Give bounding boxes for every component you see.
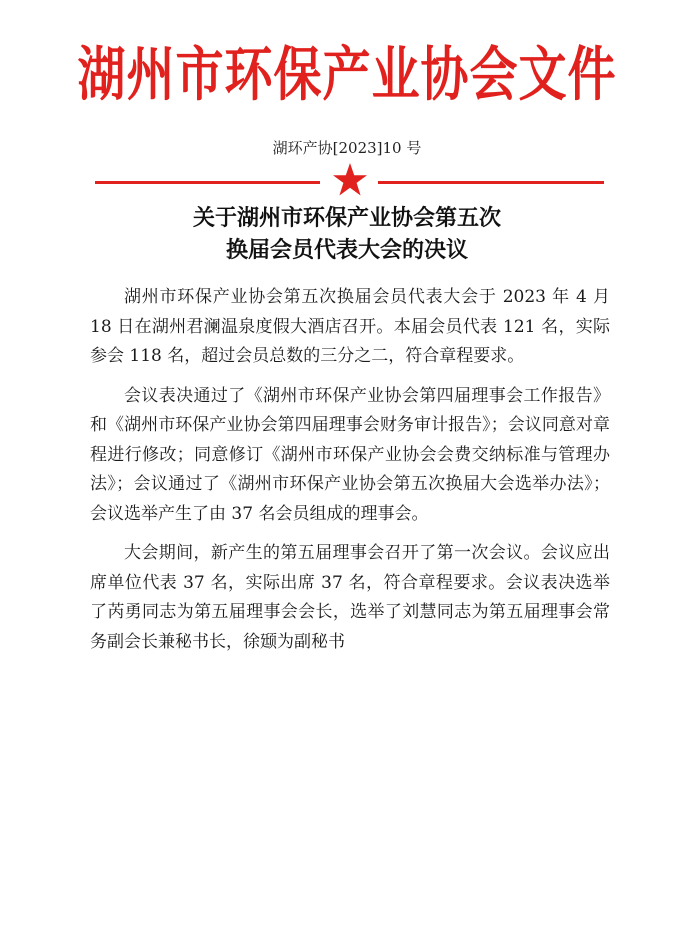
document-title-line-2: 换届会员代表大会的决议 <box>225 238 468 263</box>
document-title-line-1: 关于湖州市环保产业协会第五次 <box>192 206 501 231</box>
body-paragraph: 湖州市环保产业协会第五次换届会员代表大会于 2023 年 4 月 18 日在湖州君澜温泉度假大酒店召开。本届会员代表 121 名，实际参会 118 名，超过会员总数的三分之二，符合章程要求。 <box>90 287 610 366</box>
header-divider-left <box>95 181 320 184</box>
document-title <box>0 203 694 267</box>
red-star-icon <box>332 162 368 198</box>
body-paragraph: 大会期间，新产生的第五届理事会召开了第一次会议。会议应出席单位代表 37 名，实际出席 37 名，符合章程要求。会议表决选举了芮勇同志为第五届理事会会长，选举了刘慧同志为第五届理事会常务副会长兼秘书长，徐颋为副秘书 <box>90 543 610 652</box>
document-number: 湖环产协[2023]10 号 <box>272 139 422 157</box>
document-body <box>90 283 610 667</box>
header-divider-right <box>378 181 604 184</box>
body-paragraph: 会议表决通过了《湖州市环保产业协会第四届理事会工作报告》和《湖州市环保产业协会第四届理事会财务审计报告》；会议同意对章程进行修改；同意修订《湖州市环保产业协会会费交纳标准与管理办法》；会议通过了《湖州市环保产业协会第五次换届大会选举办法》；会议选举产生了由 37 名会员组成的理事会。 <box>90 385 610 524</box>
document-header-title: 湖州市环保产业协会文件 <box>77 40 617 110</box>
